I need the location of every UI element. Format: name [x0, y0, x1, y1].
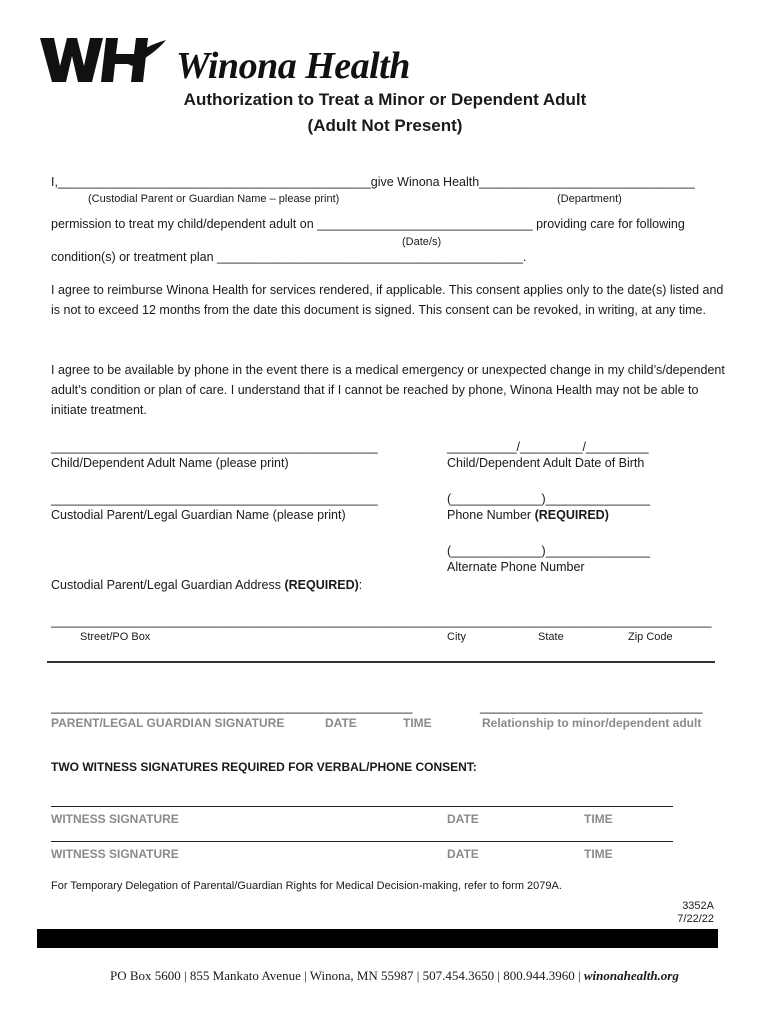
witness-1-signature-line[interactable] — [51, 806, 673, 807]
treatment-plan-line: condition(s) or treatment plan ____________________________________________. — [51, 250, 527, 264]
zip-label: Zip Code — [628, 631, 673, 643]
form-revision-date: 7/22/22 — [677, 913, 714, 925]
footer-bar — [37, 929, 718, 948]
parent-signature-field[interactable]: ____________________________________________________ — [51, 700, 413, 714]
dates-hint: (Date/s) — [402, 236, 442, 248]
phone-required-badge: (REQUIRED) — [534, 508, 609, 522]
guardian-name-label: Custodial Parent/Legal Guardian Name (please print) — [51, 508, 346, 522]
form-subtitle: (Adult Not Present) — [307, 116, 463, 135]
dob-label: Child/Dependent Adult Date of Birth — [447, 456, 645, 470]
witness-heading: TWO WITNESS SIGNATURES REQUIRED FOR VERBAL/PHONE CONSENT: — [51, 760, 477, 774]
state-label: State — [538, 631, 564, 643]
phone-label — [447, 508, 609, 522]
phone-label-text: Phone Number — [447, 508, 532, 522]
child-name-field[interactable]: _______________________________________________ — [51, 440, 378, 454]
address-field[interactable]: _______________________________________________________________________________________________ — [51, 614, 712, 628]
parent-time-label: TIME — [403, 716, 432, 730]
address-label-colon: : — [358, 578, 363, 592]
alt-phone-label: Alternate Phone Number — [447, 560, 585, 574]
city-label: City — [447, 631, 466, 643]
dob-field[interactable]: __________/_________/_________ — [447, 440, 649, 454]
parent-signature-label: PARENT/LEGAL GUARDIAN SIGNATURE — [51, 716, 285, 730]
witness-1-date-label: DATE — [447, 812, 479, 826]
parent-date-label: DATE — [325, 716, 357, 730]
address-required-badge: (REQUIRED) — [284, 578, 359, 592]
child-name-label: Child/Dependent Adult Name (please print) — [51, 456, 289, 470]
brand-name: Winona Health — [176, 45, 410, 87]
guardian-name-hint: (Custodial Parent or Guardian Name – please print) — [88, 193, 340, 205]
guardian-name-field[interactable]: _______________________________________________ — [51, 492, 378, 506]
relationship-field[interactable]: ________________________________ — [480, 700, 703, 714]
guardian-consent-line: I,_____________________________________________give Winona Health_______________________________ — [51, 175, 695, 189]
street-label: Street/PO Box — [80, 631, 151, 643]
phone-field[interactable]: (_____________)_______________ — [447, 492, 650, 506]
witness-1-signature-label: WITNESS SIGNATURE — [51, 812, 179, 826]
witness-2-signature-label: WITNESS SIGNATURE — [51, 847, 179, 861]
delegation-note: For Temporary Delegation of Parental/Guardian Rights for Medical Decision-making, refer to form 2079A. — [51, 880, 562, 892]
address-label — [51, 578, 362, 592]
alt-phone-field[interactable]: (_____________)_______________ — [447, 544, 650, 558]
address-label-text: Custodial Parent/Legal Guardian Address — [51, 578, 285, 592]
relationship-label: Relationship to minor/dependent adult — [482, 716, 702, 730]
form-number: 3352A — [682, 900, 714, 912]
reimbursement-paragraph: I agree to reimburse Winona Health for services rendered, if applicable. This consent applies only to the date(s) listed and is not to exceed 12 months from the date this document is signed. This consent can be revoked, in writing, at any time. — [51, 283, 724, 317]
witness-2-time-label: TIME — [584, 847, 613, 861]
department-hint: (Department) — [557, 193, 622, 205]
address-divider — [47, 661, 715, 663]
winona-health-logo-mark — [40, 36, 168, 86]
footer-address: PO Box 5600 | 855 Mankato Avenue | Winona, MN 55987 | 507.454.3650 | 800.944.3960 | — [110, 968, 584, 983]
witness-1-time-label: TIME — [584, 812, 613, 826]
availability-paragraph: I agree to be available by phone in the event there is a medical emergency or unexpected change in my child’s/dependent adult’s condition or plan of care. I understand that if I cannot be reached by phone, Winona Health may not be able to initiate treatment. — [51, 363, 725, 417]
footer-contact — [110, 968, 679, 984]
form-title: Authorization to Treat a Minor or Dependent Adult — [183, 90, 587, 109]
footer-website-link[interactable]: winonahealth.org — [583, 968, 679, 983]
witness-2-date-label: DATE — [447, 847, 479, 861]
treatment-date-line: permission to treat my child/dependent adult on _______________________________ providing care for following — [51, 217, 685, 231]
witness-2-signature-line[interactable] — [51, 841, 673, 842]
